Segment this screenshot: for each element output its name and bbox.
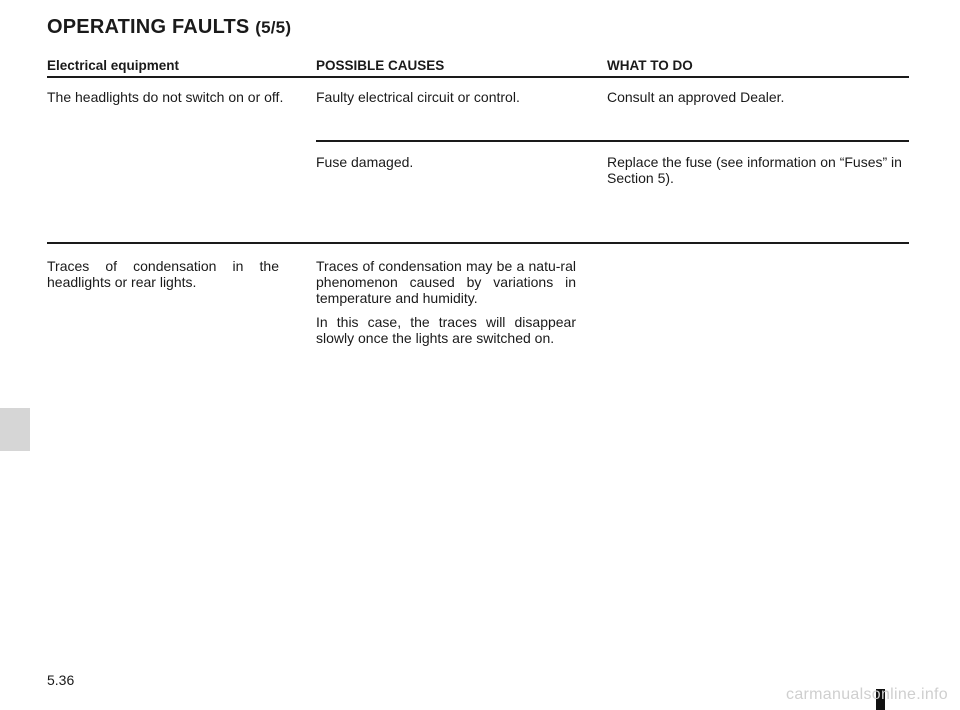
row-headlights-cause-2: Fuse damaged.: [316, 154, 414, 170]
page-number: 5.36: [47, 672, 75, 688]
row-headlights-action-1: Consult an approved Dealer.: [607, 89, 785, 105]
section-side-tab: [0, 408, 30, 451]
column-header-what-to-do: WHAT TO DO: [607, 58, 693, 73]
row-headlights-cause-1: Faulty electrical circuit or control.: [316, 89, 520, 105]
condensation-cause-paragraph-1: Traces of condensation may be a natu-ral phenomenon caused by variations in temperature and humidity.: [316, 258, 576, 306]
row-divider-rule: [47, 242, 909, 244]
condensation-cause-paragraph-2: In this case, the traces will disappear slowly once the lights are switched on.: [316, 314, 576, 346]
page-title: [47, 16, 291, 39]
page-title-suffix: (5/5): [255, 18, 292, 37]
header-rule: [47, 76, 909, 78]
column-header-equipment: Electrical equipment: [47, 58, 180, 73]
cause-divider-rule: [316, 140, 909, 142]
row-headlights-action-2: Replace the fuse (see information on “Fuses” in Section 5).: [607, 154, 902, 186]
row-headlights-equipment: The headlights do not switch on or off.: [47, 89, 284, 105]
column-header-possible-causes: POSSIBLE CAUSES: [316, 58, 445, 73]
row-condensation-equipment: Traces of condensation in the headlights or rear lights.: [47, 258, 279, 290]
page-title-text: OPERATING FAULTS: [47, 16, 250, 38]
row-condensation-causes: [316, 258, 576, 354]
watermark: carmanualsonline.info: [786, 686, 948, 703]
